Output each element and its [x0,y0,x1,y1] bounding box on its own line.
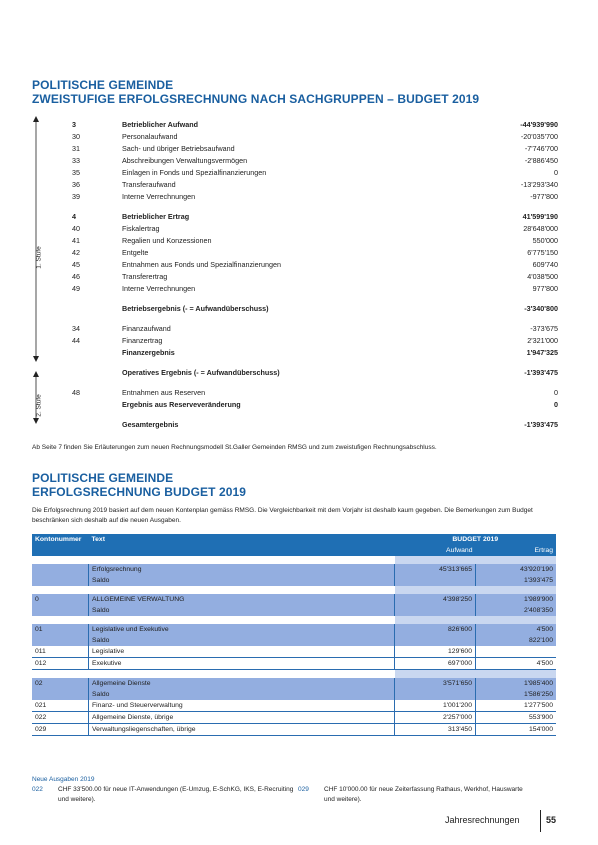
row-income: 154'000 [476,724,557,736]
col-account-header: Kontonummer [32,534,89,545]
account-value: 550'000 [532,236,558,245]
account-label: Finanzergebnis [122,348,175,357]
account-row [72,247,558,259]
account-label: Transferertrag [122,272,168,281]
saldo-code-cell [32,605,89,616]
account-label: Entnahmen aus Fonds und Spezialfinanzierungen [122,260,282,269]
saldo-label: Saldo [89,605,395,616]
account-code [72,399,122,411]
saldo-row [32,605,556,616]
account-label: Sach- und übriger Betriebsaufwand [122,144,235,153]
account-value: -1'393'475 [524,420,558,429]
budget-table [32,534,556,736]
saldo-code-cell [32,689,89,700]
row-expense: 3'571'650 [395,678,476,689]
account-value: -7'746'700 [524,144,558,153]
row-income [476,646,557,658]
account-label: Entgelte [122,248,149,257]
account-value: -977'800 [530,192,558,201]
account-row [72,155,558,167]
account-code: 3 [72,120,76,129]
row-label: Legislative [89,646,395,658]
account-label: Finanzertrag [122,336,163,345]
row-account-code: 022 [32,712,89,724]
stage1-label: 1. Stufe [35,246,43,269]
detail-row [32,646,556,658]
account-label: Einlagen in Fonds und Spezialfinanzierungen [122,168,267,177]
row-expense: 45'313'665 [395,564,476,575]
saldo-expense-cell [395,605,476,616]
budget-table-subheader [32,545,556,556]
row-label: ALLGEMEINE VERWALTUNG [89,594,395,605]
account-value: -20'035'700 [520,132,558,141]
row-label: Verwaltungsliegenschaften, übrige [89,724,395,736]
account-row [72,283,558,295]
row-income: 43'920'190 [476,564,557,575]
account-code: 44 [72,336,80,345]
saldo-code-cell [32,575,89,586]
heading2-line1: POLITISCHE GEMEINDE [32,471,174,485]
account-row [72,167,558,179]
saldo-label: Saldo [89,635,395,646]
notes-left-text-2: und weitere). [58,796,96,803]
account-value: 977'800 [532,284,558,293]
group-row [32,624,556,635]
row-account-code: 01 [32,624,89,635]
account-code: 33 [72,156,80,165]
page-number: 55 [546,815,557,825]
account-value: -2'886'450 [524,156,558,165]
account-label: Abschreibungen Verwaltungsvermögen [122,156,248,165]
stage2-label: 2. Stufe [35,394,43,417]
saldo-expense-cell [395,575,476,586]
row-expense: 2'257'000 [395,712,476,724]
account-value: 41'599'190 [522,212,558,221]
heading2-line2: ERFOLGSRECHNUNG BUDGET 2019 [32,485,247,499]
row-label: Allgemeine Dienste, übrige [89,712,395,724]
account-code: 42 [72,248,80,257]
account-row [72,303,558,315]
heading1-line1: POLITISCHE GEMEINDE [32,78,174,92]
saldo-value: 1'586'250 [476,689,557,700]
saldo-value: 1'393'475 [476,575,557,586]
col-income-header: Ertrag [476,545,557,556]
account-value: -44'939'990 [520,120,558,129]
account-code: 46 [72,272,80,281]
account-value: -1'393'475 [524,368,558,377]
account-code [72,303,122,315]
account-value: 28'648'000 [523,224,558,233]
detail-row [32,700,556,712]
saldo-label: Saldo [89,689,395,700]
account-value: 0 [554,388,558,397]
row-label: Erfolgsrechnung [89,564,395,575]
account-label: Betrieblicher Ertrag [122,212,190,221]
new-expenses-notes [32,775,572,807]
account-code: 36 [72,180,80,189]
account-row [72,399,558,411]
row-expense: 697'000 [395,658,476,670]
footer-divider [540,810,541,832]
notes-title: Neue Ausgaben 2019 [32,776,95,783]
footnote-1: Ab Seite 7 finden Sie Erläuterungen zum neuen Rechnungsmodell St.Galler Gemeinden RMSG und zum zweistufigen Rechnungsabschluss. [32,444,437,451]
account-row [72,323,558,335]
notes-left-code: 022 [32,786,43,793]
account-label: Gesamtergebnis [122,420,179,429]
account-code: 48 [72,388,80,397]
account-row [72,119,558,131]
account-row [72,271,558,283]
account-row [72,335,558,347]
account-value: -3'340'800 [524,304,558,313]
account-label: Ergebnis aus Reserveveränderung [122,400,241,409]
footer-label: Jahresrechnungen [445,815,520,825]
account-label: Interne Verrechnungen [122,192,196,201]
notes-right-text-2: und weitere). [324,796,362,803]
account-row [72,387,558,399]
account-row [72,259,558,271]
account-label: Transferaufwand [122,180,176,189]
row-label: Legislative und Exekutive [89,624,395,635]
budget-table-header [32,534,556,545]
detail-row [32,724,556,736]
account-row [72,235,558,247]
saldo-row [32,575,556,586]
account-label: Finanzaufwand [122,324,171,333]
col-budget-header: BUDGET 2019 [395,534,557,545]
account-code: 39 [72,192,80,201]
intro-paragraph: Die Erfolgsrechnung 2019 basiert auf dem neuen Kontenplan gemäss RMSG. Die Vergleichbarkeit mit dem Vorjahr ist deshalb kaum gegeben. Die Bemerkungen zum Budget beschränken sich deshalb auf die neuen Ausgaben. [32,507,533,524]
group-row [32,594,556,605]
notes-left-text-1: CHF 33'500.00 für neue IT-Anwendungen (E-Umzug, E-SchKG, IKS, E-Recruiting [58,786,294,793]
account-value: 609'740 [532,260,558,269]
group-row [32,564,556,575]
group-row [32,678,556,689]
account-row [72,179,558,191]
detail-row [32,712,556,724]
col-text-header: Text [89,534,395,545]
saldo-row [32,689,556,700]
account-value: 4'038'500 [527,272,558,281]
account-row [72,191,558,203]
row-label: Allgemeine Dienste [89,678,395,689]
account-code: 49 [72,284,80,293]
row-expense: 826'600 [395,624,476,635]
account-code: 4 [72,212,76,221]
account-row [72,143,558,155]
section-title-1 [32,78,479,106]
row-income: 1'985'400 [476,678,557,689]
row-income: 553'900 [476,712,557,724]
account-value: 0 [554,168,558,177]
account-label: Regalien und Konzessionen [122,236,212,245]
account-code: 34 [72,324,80,333]
account-code [72,367,122,379]
notes-right-text-1: CHF 10'000.00 für neue Zeiterfassung Rathaus, Werkhof, Hauswarte [324,786,523,793]
account-code: 30 [72,132,80,141]
stufen-table [72,119,558,431]
row-account-code: 0 [32,594,89,605]
saldo-code-cell [32,635,89,646]
saldo-expense-cell [395,689,476,700]
row-account-code: 012 [32,658,89,670]
account-label: Fiskalertrag [122,224,160,233]
account-value: -13'293'340 [520,180,558,189]
account-label: Betrieblicher Aufwand [122,120,199,129]
account-code [72,419,122,431]
row-expense: 1'001'200 [395,700,476,712]
row-account-code: 021 [32,700,89,712]
saldo-row [32,635,556,646]
detail-row [32,658,556,670]
account-row [72,367,558,379]
saldo-value: 2'408'350 [476,605,557,616]
account-value: 6'775'150 [527,248,558,257]
saldo-label: Saldo [89,575,395,586]
row-expense: 4'398'250 [395,594,476,605]
account-code: 40 [72,224,80,233]
account-value: 0 [554,400,558,409]
row-account-code: 029 [32,724,89,736]
stage-arrows [30,116,42,424]
row-income: 4'500 [476,624,557,635]
row-expense: 129'600 [395,646,476,658]
account-row [72,211,558,223]
account-row [72,131,558,143]
account-label: Operatives Ergebnis (- = Aufwandüberschuss) [122,368,280,377]
row-income: 1'277'500 [476,700,557,712]
account-label: Entnahmen aus Reserven [122,388,206,397]
saldo-value: 822'100 [476,635,557,646]
col-expense-header: Aufwand [395,545,476,556]
row-account-code: 011 [32,646,89,658]
row-income: 4'500 [476,658,557,670]
notes-right-code: 029 [298,786,309,793]
row-account-code [32,564,89,575]
account-row [72,347,558,359]
account-value: 1'947'325 [526,348,558,357]
saldo-expense-cell [395,635,476,646]
row-label: Exekutive [89,658,395,670]
heading1-line2: ZWEISTUFIGE ERFOLGSRECHNUNG NACH SACHGRUPPEN – BUDGET 2019 [32,92,480,106]
account-value: 2'321'000 [527,336,558,345]
row-income: 1'989'900 [476,594,557,605]
account-label: Personalaufwand [122,132,178,141]
account-code: 41 [72,236,80,245]
section-title-2 [32,471,246,499]
account-value: -373'675 [530,324,558,333]
account-label: Interne Verrechnungen [122,284,196,293]
account-code: 45 [72,260,80,269]
account-row [72,223,558,235]
account-code: 31 [72,144,80,153]
account-label: Betriebsergebnis (- = Aufwandüberschuss) [122,304,269,313]
account-code [72,347,122,359]
row-account-code: 02 [32,678,89,689]
row-label: Finanz- und Steuerverwaltung [89,700,395,712]
account-row [72,419,558,431]
account-code: 35 [72,168,80,177]
row-expense: 313'450 [395,724,476,736]
